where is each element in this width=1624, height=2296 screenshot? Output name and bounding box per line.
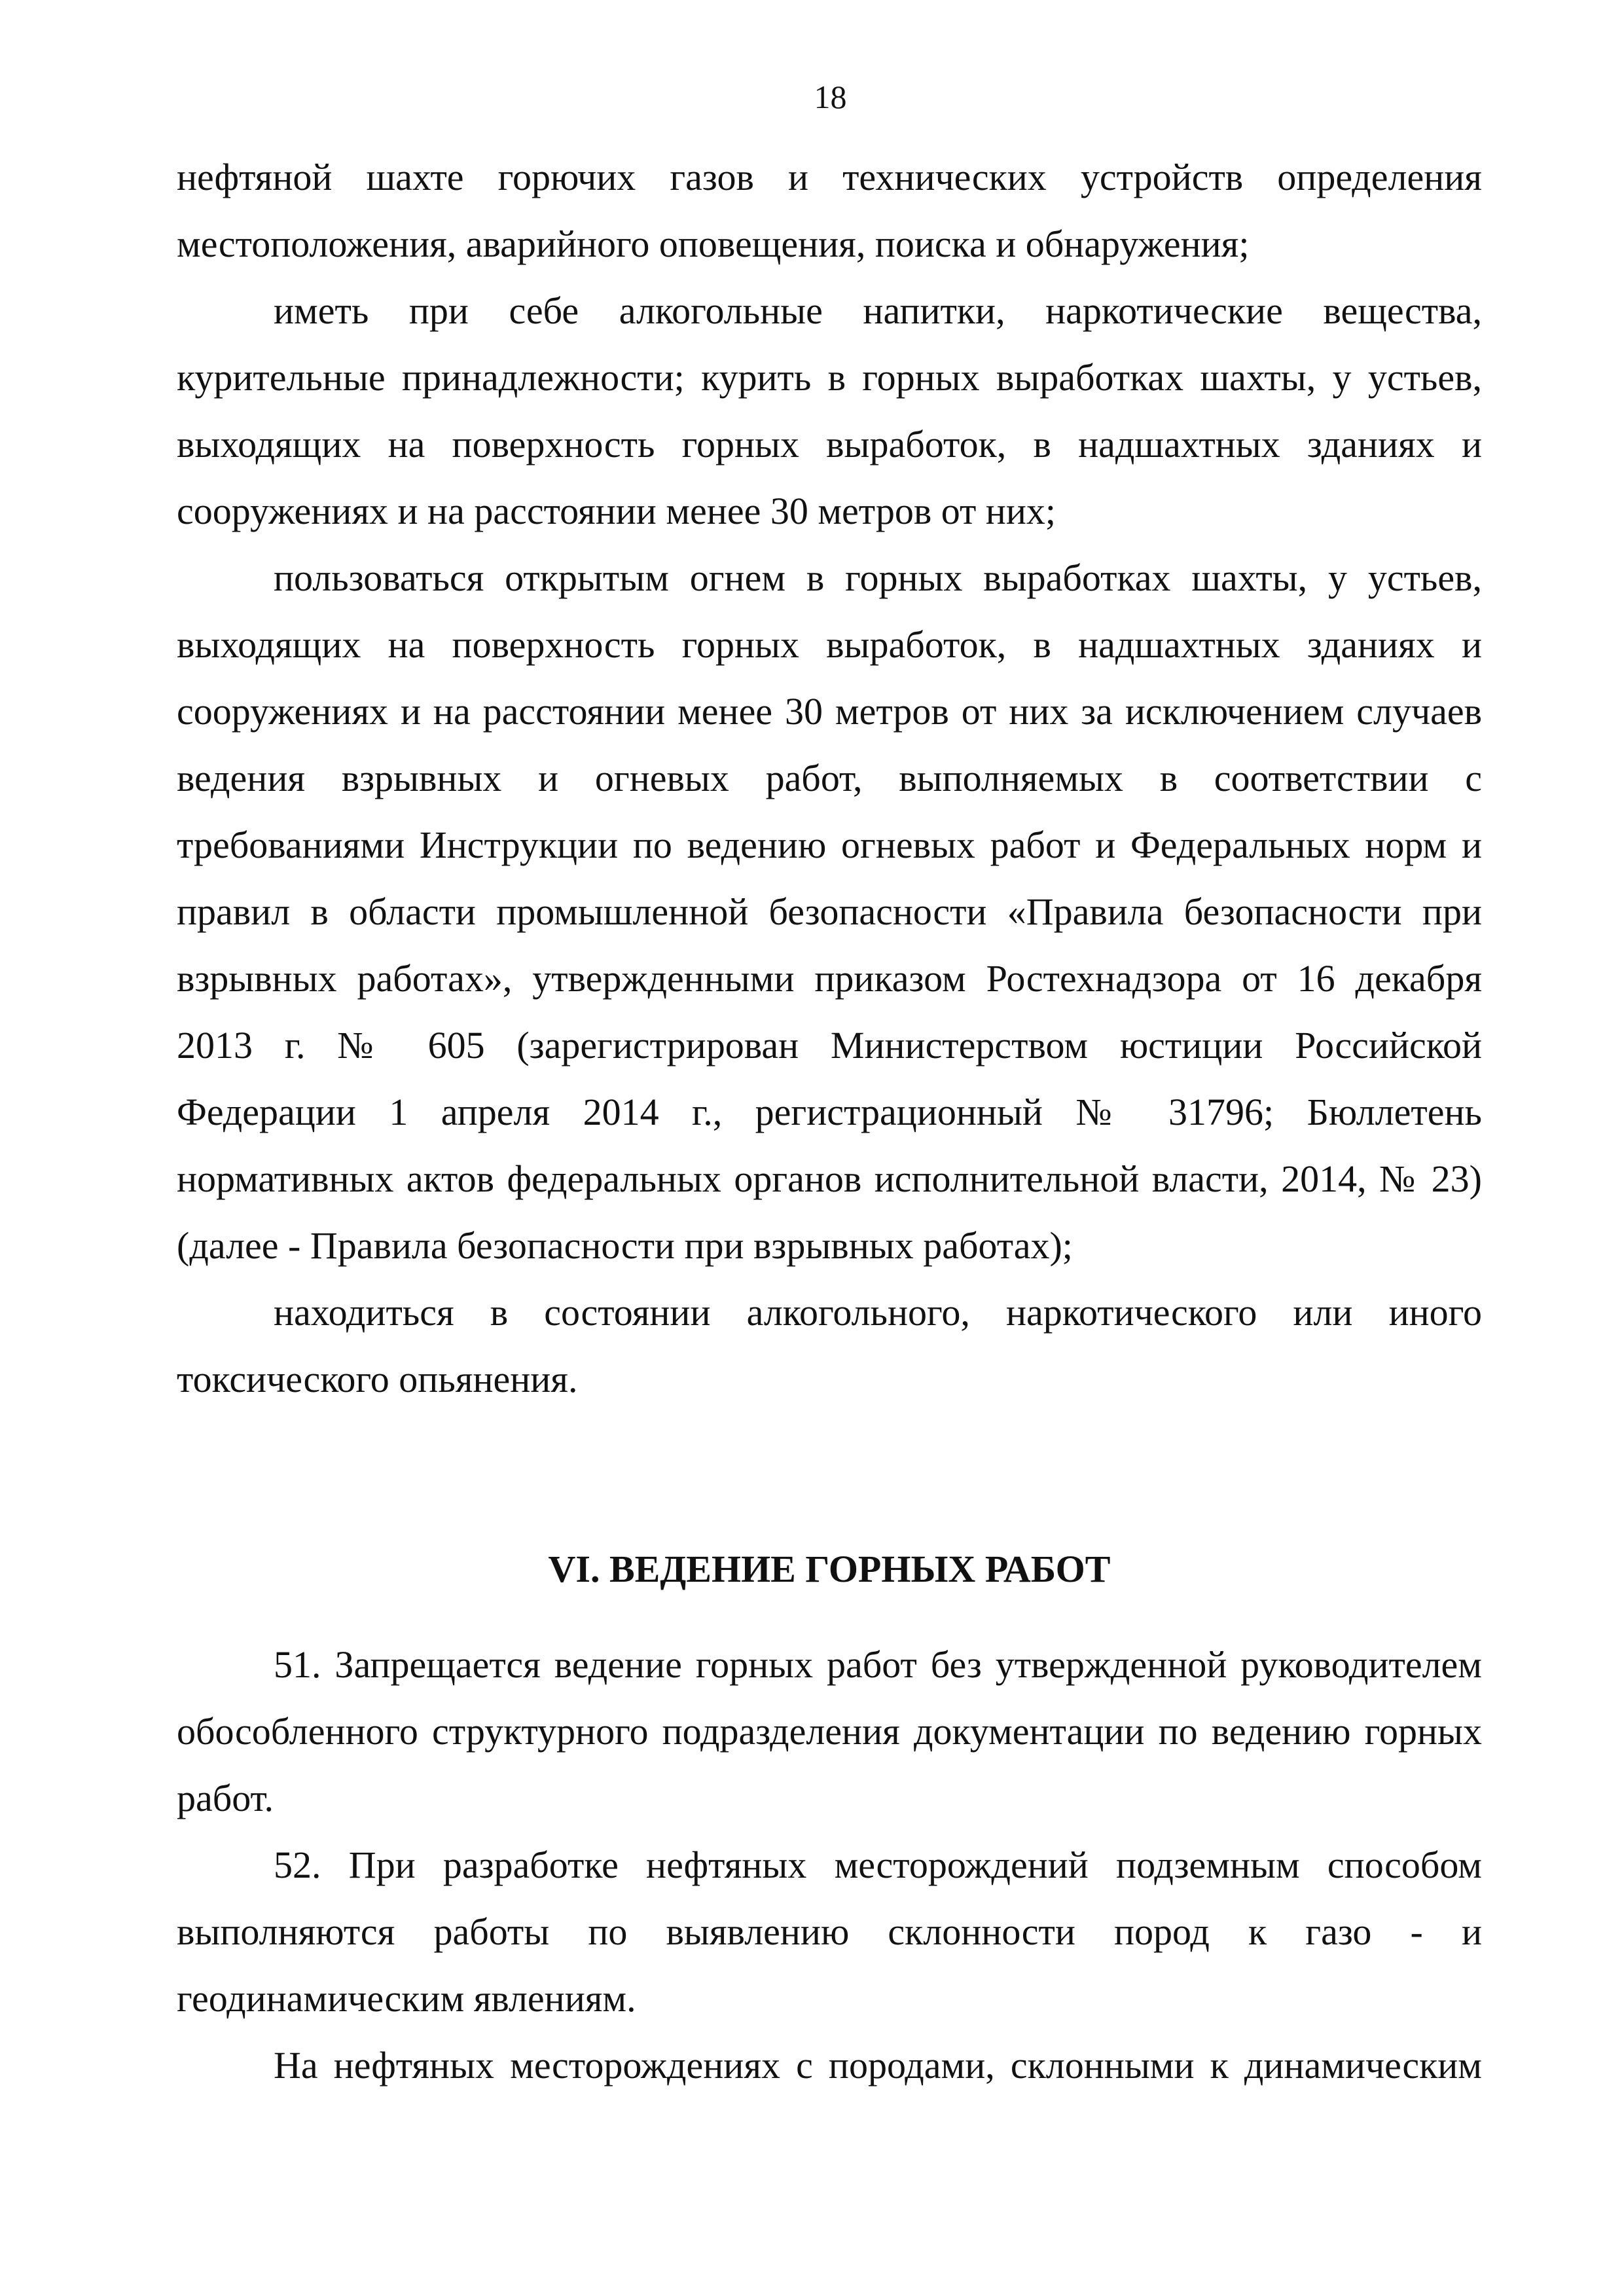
- page-number: 18: [814, 79, 847, 115]
- paragraph-prohibition-open-fire: пользоваться открытым огнем в горных выработках шахты, у устьев, выходящих на поверхность горных выработок, в надшахтных зданиях и сооружениях и на расстоянии менее 30 метров от них за исключением случаев ведения взрывных и огневых работ, выполняемых в соответствии с требованиями Инструкции по ведению огневых работ и Федеральных норм и правил в области промышленной безопасности «Правила безопасности при взрывных работах», утвержденными приказом Ростехнадзора от 16 декабря 2013 г. № 605 (зарегистрирован Министерством юстиции Российской Федерации 1 апреля 2014 г., регистрационный № 31796; Бюллетень нормативных актов федеральных органов исполнительной власти, 2014, № 23) (далее - Правила безопасности при взрывных работах);: [177, 556, 1482, 1267]
- paragraph-dynamic-rocks: На нефтяных месторождениях с породами, склонными к динамическим: [274, 2044, 1482, 2086]
- paragraph-continuation: нефтяной шахте горючих газов и технических устройств определения местоположения, аварийного оповещения, поиска и обнаружения;: [177, 156, 1482, 265]
- paragraph-prohibition-alcohol: иметь при себе алкогольные напитки, наркотические вещества, курительные принадлежности; курить в горных выработках шахты, у устьев, выходящих на поверхность горных выработок, в надшахтных зданиях и сооружениях и на расстоянии менее 30 метров от них;: [177, 289, 1482, 532]
- paragraph-51: 51. Запрещается ведение горных работ без утвержденной руководителем обособленного структурного подразделения документации по ведению горных работ.: [177, 1643, 1482, 1819]
- paragraph-prohibition-intoxication: находиться в состоянии алкогольного, наркотического или иного токсического опьянения.: [177, 1291, 1482, 1400]
- heading-spacer: [177, 1603, 1482, 1631]
- document-body: [177, 144, 1482, 2099]
- section-spacer: [177, 1413, 1482, 1536]
- paragraph-52: 52. При разработке нефтяных месторождений подземным способом выполняются работы по выявлению склонности пород к газо - и геодинамическим явлениям.: [177, 1844, 1482, 2020]
- section-heading: VI. ВЕДЕНИЕ ГОРНЫХ РАБОТ: [548, 1548, 1111, 1590]
